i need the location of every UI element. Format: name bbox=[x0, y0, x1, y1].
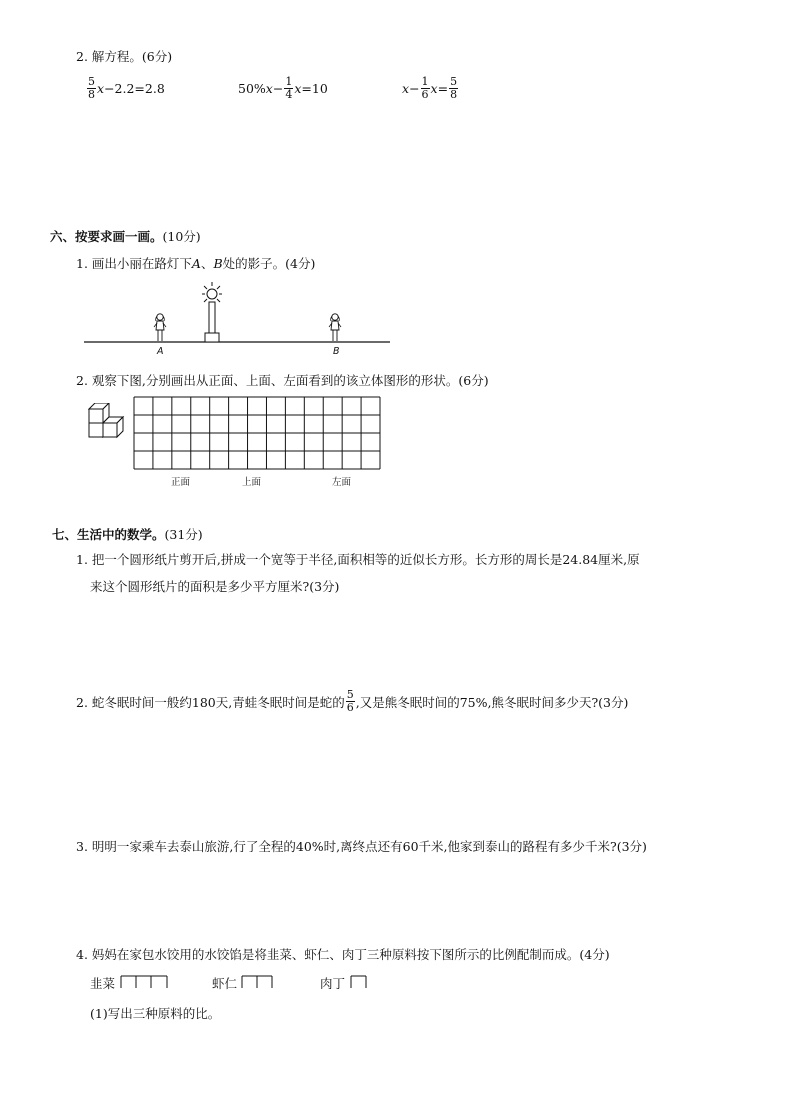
question-2: 2. 蛇冬眠时间一般约180天,青蛙冬眠时间是蛇的 $\frac{5}{6}$ ,又是熊冬眠时间的75%,熊冬眠时间多少天?(3分) bbox=[76, 688, 629, 714]
question-4-title: 4. 妈妈在家包水饺用的水饺馅是将韭菜、虾仁、肉丁三种原料按下图所示的比例配制而成。(4分) bbox=[76, 947, 610, 962]
street-lamp-figure bbox=[84, 280, 394, 360]
question-4-sub-1: (1)写出三种原料的比。 bbox=[90, 1006, 221, 1021]
girl-b-icon bbox=[329, 314, 341, 341]
equation-2: 50% x − $\frac{1}{4}$ x =10 bbox=[238, 75, 328, 101]
fraction: $\frac{5}{8}$ bbox=[88, 75, 95, 101]
lamp-base bbox=[205, 333, 219, 342]
grid-label-front: 正面 bbox=[171, 477, 191, 488]
ratio-bar-chives bbox=[120, 975, 170, 989]
question-title: 2. 观察下图,分别画出从正面、上面、左面看到的该立体图形的形状。(6分) bbox=[76, 373, 489, 388]
light-bulb-icon bbox=[202, 282, 222, 302]
ingredient-label-chives: 韭菜 bbox=[90, 976, 116, 991]
section-heading: 七、生活中的数学。(31分) bbox=[52, 527, 203, 542]
girl-a-icon bbox=[154, 314, 166, 341]
ratio-bar-meat bbox=[350, 975, 370, 989]
question-1-line-1: 1. 把一个圆形纸片剪开后,拼成一个宽等于半径,面积相等的近似长方形。长方形的周长是24.84厘米,原 bbox=[76, 552, 640, 567]
drawing-grid[interactable] bbox=[133, 396, 381, 470]
question-title: 2. 解方程。(6分) bbox=[76, 49, 173, 64]
cube-solid-figure bbox=[84, 403, 126, 445]
ingredient-label-meat: 肉丁 bbox=[320, 976, 346, 991]
ratio-bar-shrimp bbox=[241, 975, 277, 989]
fraction: $\frac{1}{4}$ bbox=[285, 75, 293, 101]
equation-3: x − $\frac{1}{6}$ x = $\frac{5}{8}$ bbox=[402, 75, 458, 101]
grid-label-top: 上面 bbox=[242, 477, 262, 488]
fraction: $\frac{1}{6}$ bbox=[421, 75, 429, 101]
fraction: $\frac{5}{8}$ bbox=[450, 75, 458, 101]
question-3: 3. 明明一家乘车去泰山旅游,行了全程的40%时,离终点还有60千米,他家到泰山的路程有多少千米?(3分) bbox=[76, 839, 647, 854]
fraction: $\frac{5}{6}$ bbox=[346, 688, 354, 714]
equation-1: $\frac{5}{8}$ x −2.2=2.8 bbox=[88, 75, 165, 101]
point-a-label: A bbox=[157, 346, 164, 357]
lamp-pole bbox=[209, 302, 215, 333]
section-heading: 六、按要求画一画。(10分) bbox=[50, 229, 201, 244]
ingredient-label-shrimp: 虾仁 bbox=[212, 976, 238, 991]
question-title: 1. 画出小丽在路灯下A、B处的影子。(4分) bbox=[76, 256, 316, 271]
grid-label-left: 左面 bbox=[332, 477, 352, 488]
question-1-line-2: 来这个圆形纸片的面积是多少平方厘米?(3分) bbox=[90, 579, 340, 594]
point-b-label: B bbox=[333, 346, 340, 357]
